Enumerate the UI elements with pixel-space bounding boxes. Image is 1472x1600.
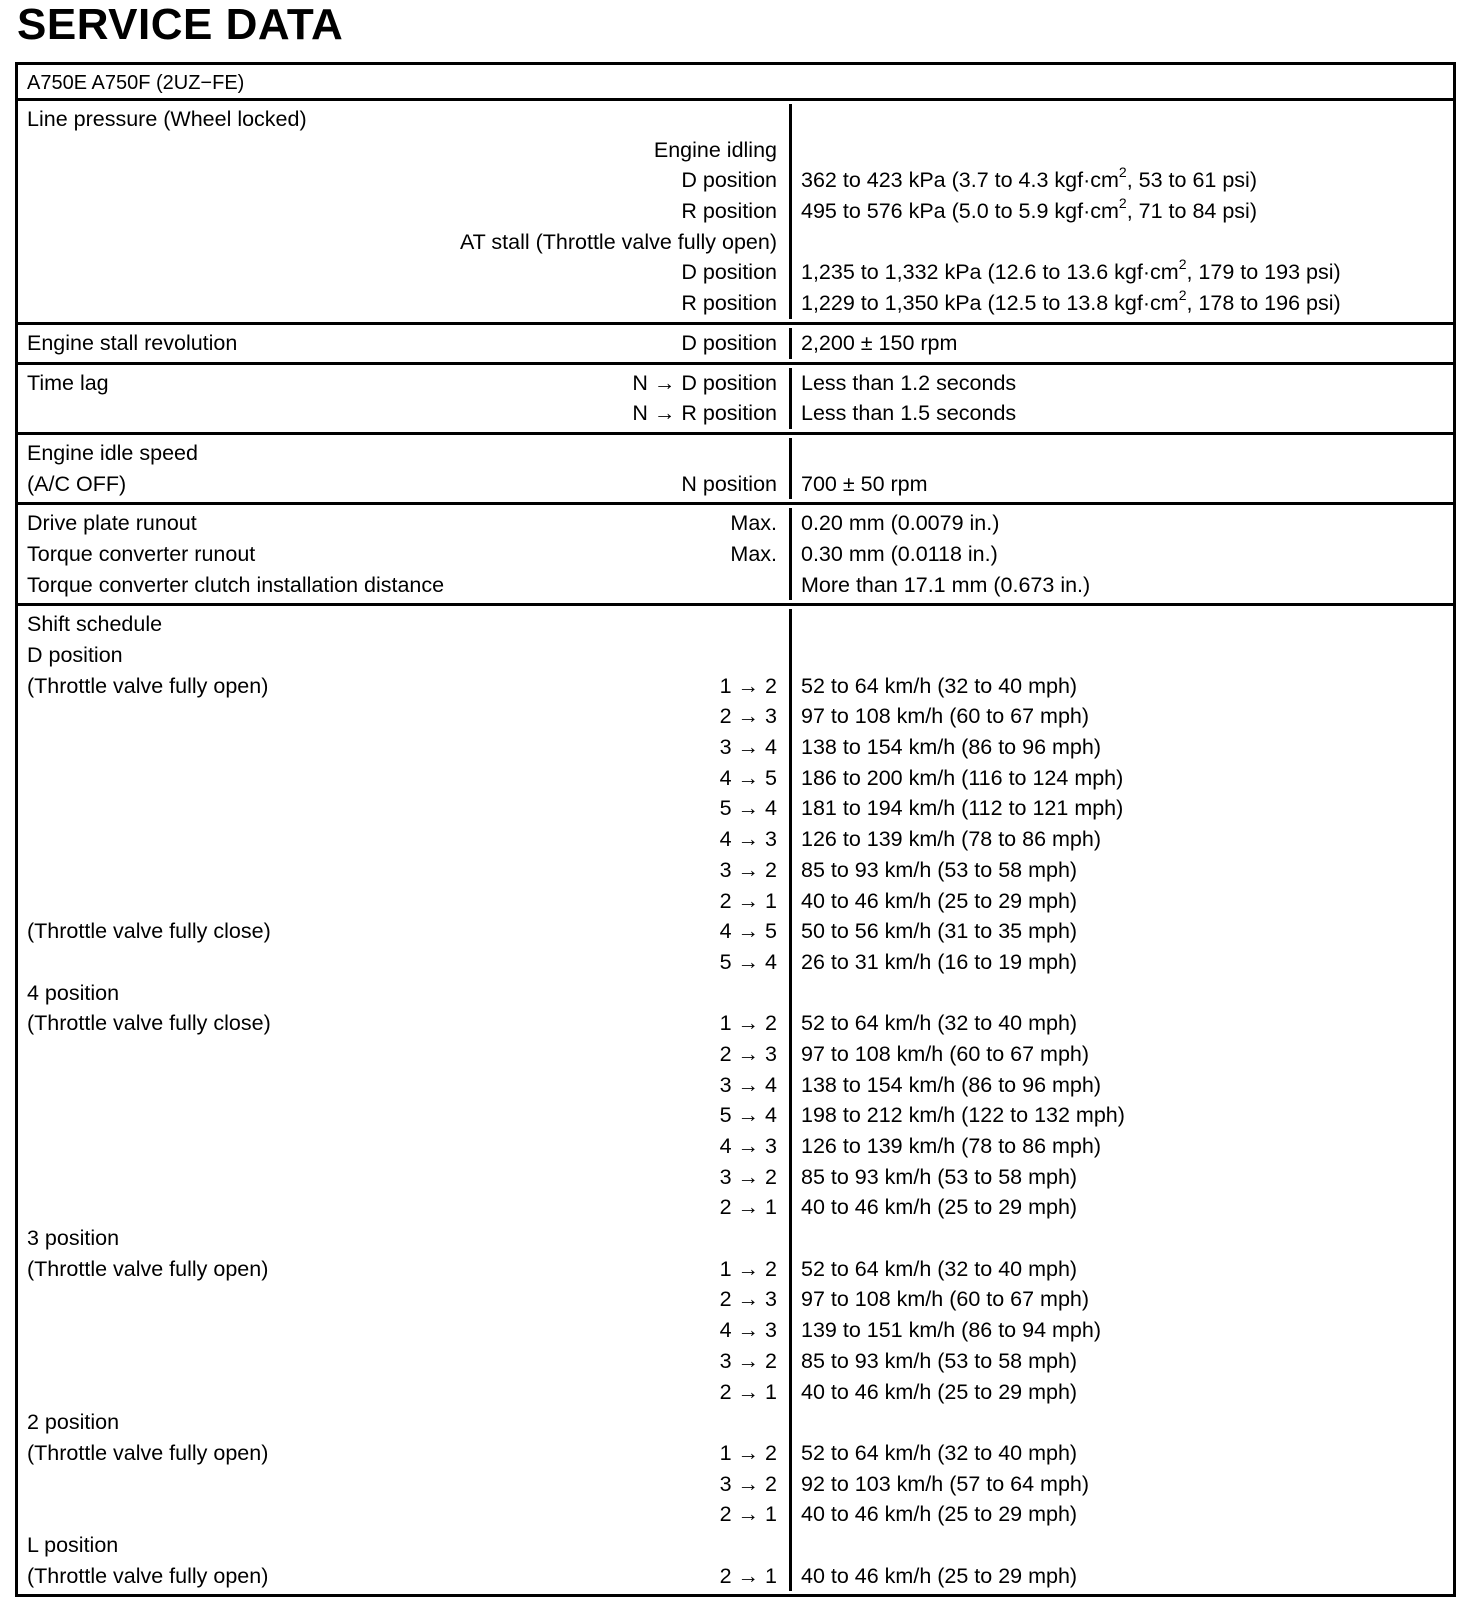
item-line [18, 855, 789, 886]
value-column [792, 438, 1453, 499]
spec-value [792, 288, 1453, 319]
item-column [18, 104, 792, 319]
condition-label: R position [681, 199, 777, 224]
spec-value-text: More than 17.1 mm (0.673 in.) [801, 572, 1091, 597]
condition-label: D position [681, 330, 777, 355]
spec-value [792, 257, 1453, 288]
item-line [18, 1039, 789, 1070]
spec-value [792, 570, 1453, 601]
item-line [18, 1346, 789, 1377]
spec-value [792, 1162, 1453, 1193]
item-column [18, 609, 792, 1591]
spec-value-suffix: , 178 to 196 psi) [1186, 291, 1341, 316]
item-line [18, 104, 789, 135]
condition-label: 2 → 3 [719, 1287, 777, 1312]
spec-value-text: 1,235 to 1,332 kPa (12.6 to 13.6 kgf·cm [801, 260, 1179, 285]
spec-value [792, 732, 1453, 763]
item-line [18, 469, 789, 500]
spec-value-text: 52 to 64 km/h (32 to 40 mph) [801, 1440, 1078, 1465]
condition-label: 3 → 2 [719, 1164, 777, 1189]
item-line [18, 257, 789, 288]
item-line [18, 916, 789, 947]
spec-value [792, 793, 1453, 824]
spec-value [792, 104, 1453, 135]
item-line [18, 1561, 789, 1592]
spec-value-text: 40 to 46 km/h (25 to 29 mph) [801, 1502, 1078, 1527]
value-column [792, 328, 1453, 359]
spec-value [792, 1499, 1453, 1530]
condition-label: 1 → 2 [719, 1440, 777, 1465]
service-data-table [15, 62, 1456, 1597]
spec-value-text: 52 to 64 km/h (32 to 40 mph) [801, 1256, 1078, 1281]
condition-label: Max. [730, 511, 777, 536]
spec-value [792, 1469, 1453, 1500]
condition-label: 4 → 3 [719, 1318, 777, 1343]
item-line [18, 1223, 789, 1254]
spec-value [792, 1254, 1453, 1285]
condition-label: 2 → 3 [719, 1041, 777, 1066]
spec-value [792, 1315, 1453, 1346]
item-label: Line pressure (Wheel locked) [27, 107, 307, 131]
spec-value-text: 40 to 46 km/h (25 to 29 mph) [801, 888, 1078, 913]
item-line [18, 1530, 789, 1561]
item-column [18, 328, 792, 359]
item-line [18, 947, 789, 978]
item-label: (Throttle valve fully open) [27, 673, 269, 698]
item-line [18, 165, 789, 196]
section-line-pressure [18, 101, 1453, 325]
item-line [18, 701, 789, 732]
item-line [18, 1438, 789, 1469]
spec-value-text: 139 to 151 km/h (86 to 94 mph) [801, 1318, 1101, 1343]
spec-value [792, 824, 1453, 855]
spec-value [792, 1561, 1453, 1592]
spec-value [792, 368, 1453, 399]
item-line [18, 438, 789, 469]
spec-value-text: 26 to 31 km/h (16 to 19 mph) [801, 949, 1078, 974]
unit-superscript: 2 [1118, 194, 1127, 211]
spec-value [792, 469, 1453, 500]
spec-value-text: 85 to 93 km/h (53 to 58 mph) [801, 1164, 1078, 1189]
item-line [18, 196, 789, 227]
spec-value [792, 1284, 1453, 1315]
condition-label: 2 → 1 [719, 1502, 777, 1527]
section-time-lag [18, 365, 1453, 435]
condition-label: 2 → 3 [719, 704, 777, 729]
item-line [18, 1131, 789, 1162]
section-shift-schedule [18, 606, 1453, 1594]
spec-value-text: 97 to 108 km/h (60 to 67 mph) [801, 1287, 1090, 1312]
spec-value [792, 855, 1453, 886]
condition-label: 1 → 2 [719, 673, 777, 698]
unit-superscript: 2 [1178, 286, 1187, 303]
spec-value [792, 508, 1453, 539]
spec-value [792, 1070, 1453, 1101]
item-label: Engine idle speed [27, 440, 198, 465]
spec-value [792, 763, 1453, 794]
condition-label: 3 → 2 [719, 1471, 777, 1496]
item-line [18, 1100, 789, 1131]
condition-label: 2 → 1 [719, 1379, 777, 1404]
condition-label: 2 → 1 [719, 1195, 777, 1220]
spec-value-text: 40 to 46 km/h (25 to 29 mph) [801, 1195, 1078, 1220]
spec-value-text: 97 to 108 km/h (60 to 67 mph) [801, 704, 1090, 729]
spec-value-text: 0.30 mm (0.0118 in.) [801, 541, 998, 566]
condition-label: 2 → 1 [719, 888, 777, 913]
item-label: Torque converter runout [27, 541, 256, 566]
spec-value-text: 50 to 56 km/h (31 to 35 mph) [801, 919, 1078, 944]
section-runout [18, 505, 1453, 606]
spec-value [792, 916, 1453, 947]
spec-value-text: 362 to 423 kPa (3.7 to 4.3 kgf·cm [801, 168, 1119, 193]
item-line [18, 1192, 789, 1223]
item-line [18, 978, 789, 1009]
item-label: 3 position [27, 1226, 120, 1251]
condition-label: Engine idling [653, 137, 777, 162]
spec-value-text: 40 to 46 km/h (25 to 29 mph) [801, 1563, 1078, 1588]
item-label: D position [27, 643, 123, 667]
condition-label: 5 → 4 [719, 1103, 777, 1128]
spec-value [792, 196, 1453, 227]
item-label: Shift schedule [27, 612, 163, 637]
spec-value-text: 198 to 212 km/h (122 to 132 mph) [801, 1103, 1125, 1128]
item-line [18, 886, 789, 917]
condition-label: 3 → 2 [719, 857, 777, 882]
item-line [18, 328, 789, 359]
spec-value [792, 398, 1453, 429]
spec-value [792, 328, 1453, 359]
item-label: (A/C OFF) [27, 471, 127, 496]
condition-label: Max. [730, 541, 777, 566]
spec-value-suffix: , 179 to 193 psi) [1186, 260, 1341, 285]
item-label: L position [27, 1532, 119, 1557]
spec-value-text: 52 to 64 km/h (32 to 40 mph) [801, 1011, 1078, 1036]
spec-value [792, 135, 1453, 166]
item-line [18, 1499, 789, 1530]
item-label: (Throttle valve fully open) [27, 1440, 269, 1465]
item-label: (Throttle valve fully open) [27, 1256, 269, 1281]
condition-label: N → R position [632, 401, 777, 426]
spec-value-text: Less than 1.5 seconds [801, 401, 1017, 426]
spec-value [792, 1377, 1453, 1408]
item-line [18, 1162, 789, 1193]
item-label: (Throttle valve fully open) [27, 1563, 269, 1588]
spec-value-text: 181 to 194 km/h (112 to 121 mph) [801, 796, 1124, 821]
item-label: 4 position [27, 980, 120, 1005]
condition-label: AT stall (Throttle valve fully open) [459, 229, 777, 254]
condition-label: N → D position [632, 370, 777, 395]
spec-value [792, 1100, 1453, 1131]
spec-value [792, 1407, 1453, 1438]
spec-value [792, 1131, 1453, 1162]
spec-value-suffix: , 71 to 84 psi) [1126, 199, 1257, 224]
spec-value-text: 52 to 64 km/h (32 to 40 mph) [801, 673, 1078, 698]
item-label: (Throttle valve fully close) [27, 919, 271, 944]
item-line [18, 1070, 789, 1101]
condition-label: 4 → 3 [719, 827, 777, 852]
item-line [18, 288, 789, 319]
spec-value [792, 1039, 1453, 1070]
condition-label: 2 → 1 [719, 1563, 777, 1588]
spec-value [792, 978, 1453, 1009]
condition-label: 4 → 5 [719, 919, 777, 944]
model-header: A750E A750F (2UZ−FE) [18, 65, 1453, 101]
spec-sections [18, 101, 1453, 1594]
spec-value [792, 438, 1453, 469]
condition-label: 3 → 4 [719, 1072, 777, 1097]
item-line [18, 570, 789, 601]
spec-value-text: 138 to 154 km/h (86 to 96 mph) [801, 1072, 1101, 1097]
item-line [18, 824, 789, 855]
condition-label: D position [681, 260, 777, 285]
item-label: Engine stall revolution [27, 330, 238, 355]
item-line [18, 508, 789, 539]
item-line [18, 398, 789, 429]
spec-value-text: 126 to 139 km/h (78 to 86 mph) [801, 827, 1101, 852]
spec-value-text: 0.20 mm (0.0079 in.) [801, 511, 1000, 536]
section-idle-speed [18, 435, 1453, 505]
value-column [792, 508, 1453, 600]
item-line [18, 368, 789, 399]
spec-value [792, 539, 1453, 570]
condition-label: 1 → 2 [719, 1256, 777, 1281]
condition-label: D position [681, 168, 777, 193]
spec-value [792, 640, 1453, 671]
condition-label: 5 → 4 [719, 949, 777, 974]
item-line [18, 1377, 789, 1408]
item-label: 2 position [27, 1410, 120, 1435]
item-line [18, 671, 789, 702]
item-line [18, 1315, 789, 1346]
item-label: (Throttle valve fully close) [27, 1011, 271, 1036]
unit-superscript: 2 [1178, 256, 1187, 273]
spec-value-text: 495 to 576 kPa (5.0 to 5.9 kgf·cm [801, 199, 1119, 224]
item-label: Time lag [27, 370, 109, 395]
spec-value-text: 85 to 93 km/h (53 to 58 mph) [801, 1348, 1078, 1373]
spec-value [792, 609, 1453, 640]
item-line [18, 1254, 789, 1285]
spec-value-text: 186 to 200 km/h (116 to 124 mph) [801, 765, 1124, 790]
item-label: Torque converter clutch installation distance [27, 572, 445, 597]
section-engine-stall [18, 325, 1453, 365]
item-line [18, 227, 789, 258]
value-column [792, 609, 1453, 1591]
condition-label: 5 → 4 [719, 796, 777, 821]
item-column [18, 508, 792, 600]
item-line [18, 763, 789, 794]
spec-value-text: 138 to 154 km/h (86 to 96 mph) [801, 735, 1101, 760]
value-column [792, 368, 1453, 429]
item-line [18, 793, 789, 824]
spec-value-text: 2,200 ± 150 rpm [801, 330, 958, 355]
condition-label: 4 → 5 [719, 765, 777, 790]
condition-label: 4 → 3 [719, 1134, 777, 1158]
spec-value-text: 85 to 93 km/h (53 to 58 mph) [801, 857, 1078, 882]
spec-value-text: 126 to 139 km/h (78 to 86 mph) [801, 1134, 1101, 1158]
spec-value [792, 886, 1453, 917]
condition-label: 3 → 4 [719, 735, 777, 760]
spec-value [792, 1008, 1453, 1039]
item-line [18, 609, 789, 640]
item-line [18, 1284, 789, 1315]
item-label: Drive plate runout [27, 511, 197, 536]
item-line [18, 732, 789, 763]
item-line [18, 539, 789, 570]
condition-label: 1 → 2 [719, 1011, 777, 1036]
spec-value [792, 1346, 1453, 1377]
condition-label: R position [681, 291, 777, 316]
spec-value [792, 947, 1453, 978]
spec-value [792, 1530, 1453, 1561]
spec-value [792, 701, 1453, 732]
spec-value-text: Less than 1.2 seconds [801, 370, 1017, 395]
spec-value-text: 1,229 to 1,350 kPa (12.5 to 13.8 kgf·cm [801, 291, 1179, 316]
item-line [18, 1469, 789, 1500]
spec-value-text: 700 ± 50 rpm [801, 471, 928, 496]
item-line [18, 135, 789, 166]
spec-value-text: 92 to 103 km/h (57 to 64 mph) [801, 1471, 1090, 1496]
item-line [18, 1407, 789, 1438]
item-column [18, 438, 792, 499]
page-title: SERVICE DATA [17, 0, 344, 49]
spec-value [792, 671, 1453, 702]
item-line [18, 640, 789, 671]
spec-value [792, 165, 1453, 196]
spec-value [792, 1223, 1453, 1254]
unit-superscript: 2 [1118, 164, 1127, 181]
spec-value [792, 1438, 1453, 1469]
spec-value-suffix: , 53 to 61 psi) [1126, 168, 1257, 193]
item-column [18, 368, 792, 429]
condition-label: 3 → 2 [719, 1348, 777, 1373]
spec-value [792, 227, 1453, 258]
condition-label: N position [681, 471, 777, 496]
value-column [792, 104, 1453, 319]
spec-value [792, 1192, 1453, 1223]
spec-value-text: 40 to 46 km/h (25 to 29 mph) [801, 1379, 1078, 1404]
spec-value-text: 97 to 108 km/h (60 to 67 mph) [801, 1041, 1090, 1066]
item-line [18, 1008, 789, 1039]
